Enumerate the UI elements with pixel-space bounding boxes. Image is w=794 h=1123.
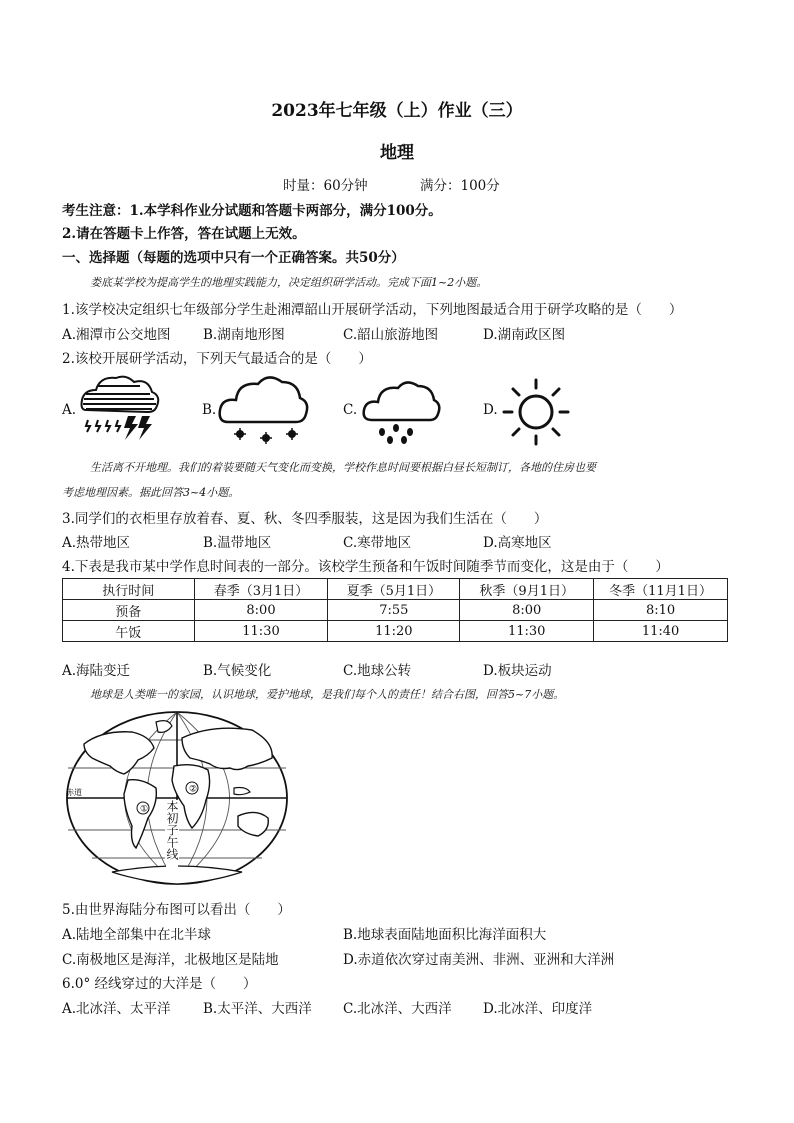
question-6-option-d[interactable]: D.北冰洋、印度洋 [483, 1001, 593, 1017]
intro-2-line-2: 考虑地理因素。据此回答3~4小题。 [62, 486, 240, 499]
question-4-option-d[interactable]: D.板块运动 [483, 663, 552, 679]
question-3-stem: 3.同学们的衣柜里存放着春、夏、秋、冬四季服装，这是因为我们生活在（ ） [62, 511, 548, 527]
notice-line-1: 考生注意：1.本学科作业分试题和答题卡两部分，满分100分。 [62, 203, 442, 219]
question-3-option-c[interactable]: C.寒带地区 [343, 535, 412, 551]
question-6-option-b[interactable]: B.太平洋、大西洋 [203, 1001, 312, 1017]
section-heading: 一、选择题（每题的选项中只有一个正确答案。共50分） [62, 250, 405, 266]
table-header-cell: 秋季（9月1日） [460, 579, 594, 600]
notice-line-2: 2.请在答题卡上作答，答在试题上无效。 [62, 226, 306, 242]
question-4-option-c[interactable]: C.地球公转 [343, 663, 412, 679]
question-4-stem: 4.下表是我市某中学作息时间表的一部分。该校学生预备和午饭时间随季节而变化，这是由于（ ） [62, 559, 669, 575]
question-5-stem: 5.由世界海陆分布图可以看出（ ） [62, 902, 291, 918]
table-header-cell: 春季（3月1日） [194, 579, 328, 600]
question-3-option-b[interactable]: B.温带地区 [203, 535, 272, 551]
question-1-stem: 1.该学校决定组织七年级部分学生赴湘潭韶山开展研学活动，下列地图最适合用于研学攻略的是（ ） [62, 302, 683, 318]
question-1-option-b[interactable]: B.湖南地形图 [203, 327, 285, 343]
table-cell: 午饭 [63, 621, 195, 642]
table-cell: 11:40 [594, 621, 728, 642]
question-6-stem: 6.0° 经线穿过的大洋是（ ） [62, 976, 257, 992]
question-5-option-c[interactable]: C.南极地区是海洋，北极地区是陆地 [62, 952, 279, 968]
question-1-option-c[interactable]: C.韶山旅游地图 [343, 327, 439, 343]
question-4-option-b[interactable]: B.气候变化 [203, 663, 272, 679]
table-cell: 7:55 [328, 600, 460, 621]
question-2-option-a[interactable]: A. [62, 402, 77, 418]
question-3-option-d[interactable]: D.高寒地区 [483, 535, 552, 551]
map-marker-1: ① [140, 804, 149, 815]
thunderstorm-icon [78, 372, 160, 444]
table-cell: 11:30 [460, 621, 594, 642]
table-cell: 预备 [63, 600, 195, 621]
question-1-option-d[interactable]: D.湖南政区图 [483, 327, 566, 343]
intro-1: 娄底某学校为提高学生的地理实践能力，决定组织研学活动。完成下面1~2小题。 [90, 276, 488, 289]
table-cell: 8:10 [594, 600, 728, 621]
question-4-option-a[interactable]: A.海陆变迁 [62, 663, 131, 679]
sunny-icon [500, 376, 572, 448]
prime-meridian-label: 本初子午线 [165, 800, 179, 860]
table-cell: 8:00 [194, 600, 328, 621]
intro-2-line-1: 生活离不开地理。我们的着装要随天气变化而变换，学校作息时间要根据白昼长短制订，各地的住房也要 [90, 461, 596, 474]
question-6-option-c[interactable]: C.北冰洋、大西洋 [343, 1001, 452, 1017]
subject-title: 地理 [380, 143, 414, 163]
table-cell: 11:20 [328, 621, 460, 642]
question-2-option-c[interactable]: C. [343, 402, 358, 418]
table-row [63, 621, 728, 642]
world-map [62, 708, 292, 890]
schedule-table [62, 578, 728, 642]
time-limit: 时量：60分钟 [283, 178, 368, 194]
question-1-option-a[interactable]: A.湘潭市公交地图 [62, 327, 171, 343]
table-row [63, 600, 728, 621]
table-cell: 8:00 [460, 600, 594, 621]
question-2-option-d[interactable]: D. [483, 402, 498, 418]
question-2-stem: 2.该校开展研学活动，下列天气最适合的是（ ） [62, 351, 372, 367]
table-header-row [63, 579, 728, 600]
question-3-option-a[interactable]: A.热带地区 [62, 535, 131, 551]
equator-label: 赤道 [66, 788, 82, 797]
table-header-cell: 冬季（11月1日） [594, 579, 728, 600]
rain-icon [362, 376, 442, 446]
question-5-option-a[interactable]: A.陆地全部集中在北半球 [62, 927, 212, 943]
question-5-option-b[interactable]: B.地球表面陆地面积比海洋面积大 [343, 927, 547, 943]
map-marker-2: ② [189, 784, 198, 795]
page-title: 2023年七年级（上）作业（三） [271, 101, 523, 121]
intro-3: 地球是人类唯一的家园，认识地球，爱护地球，是我们每个人的责任！结合右图，回答5~7小题。 [90, 688, 565, 701]
question-6-option-a[interactable]: A.北冰洋、太平洋 [62, 1001, 171, 1017]
table-cell: 11:30 [194, 621, 328, 642]
question-2-option-b[interactable]: B. [202, 402, 217, 418]
table-header-cell: 执行时间 [63, 579, 195, 600]
table-header-cell: 夏季（5月1日） [328, 579, 460, 600]
question-5-option-d[interactable]: D.赤道依次穿过南美洲、非洲、亚洲和大洋洲 [343, 952, 615, 968]
snow-icon [218, 372, 310, 448]
full-score: 满分：100分 [420, 178, 500, 194]
